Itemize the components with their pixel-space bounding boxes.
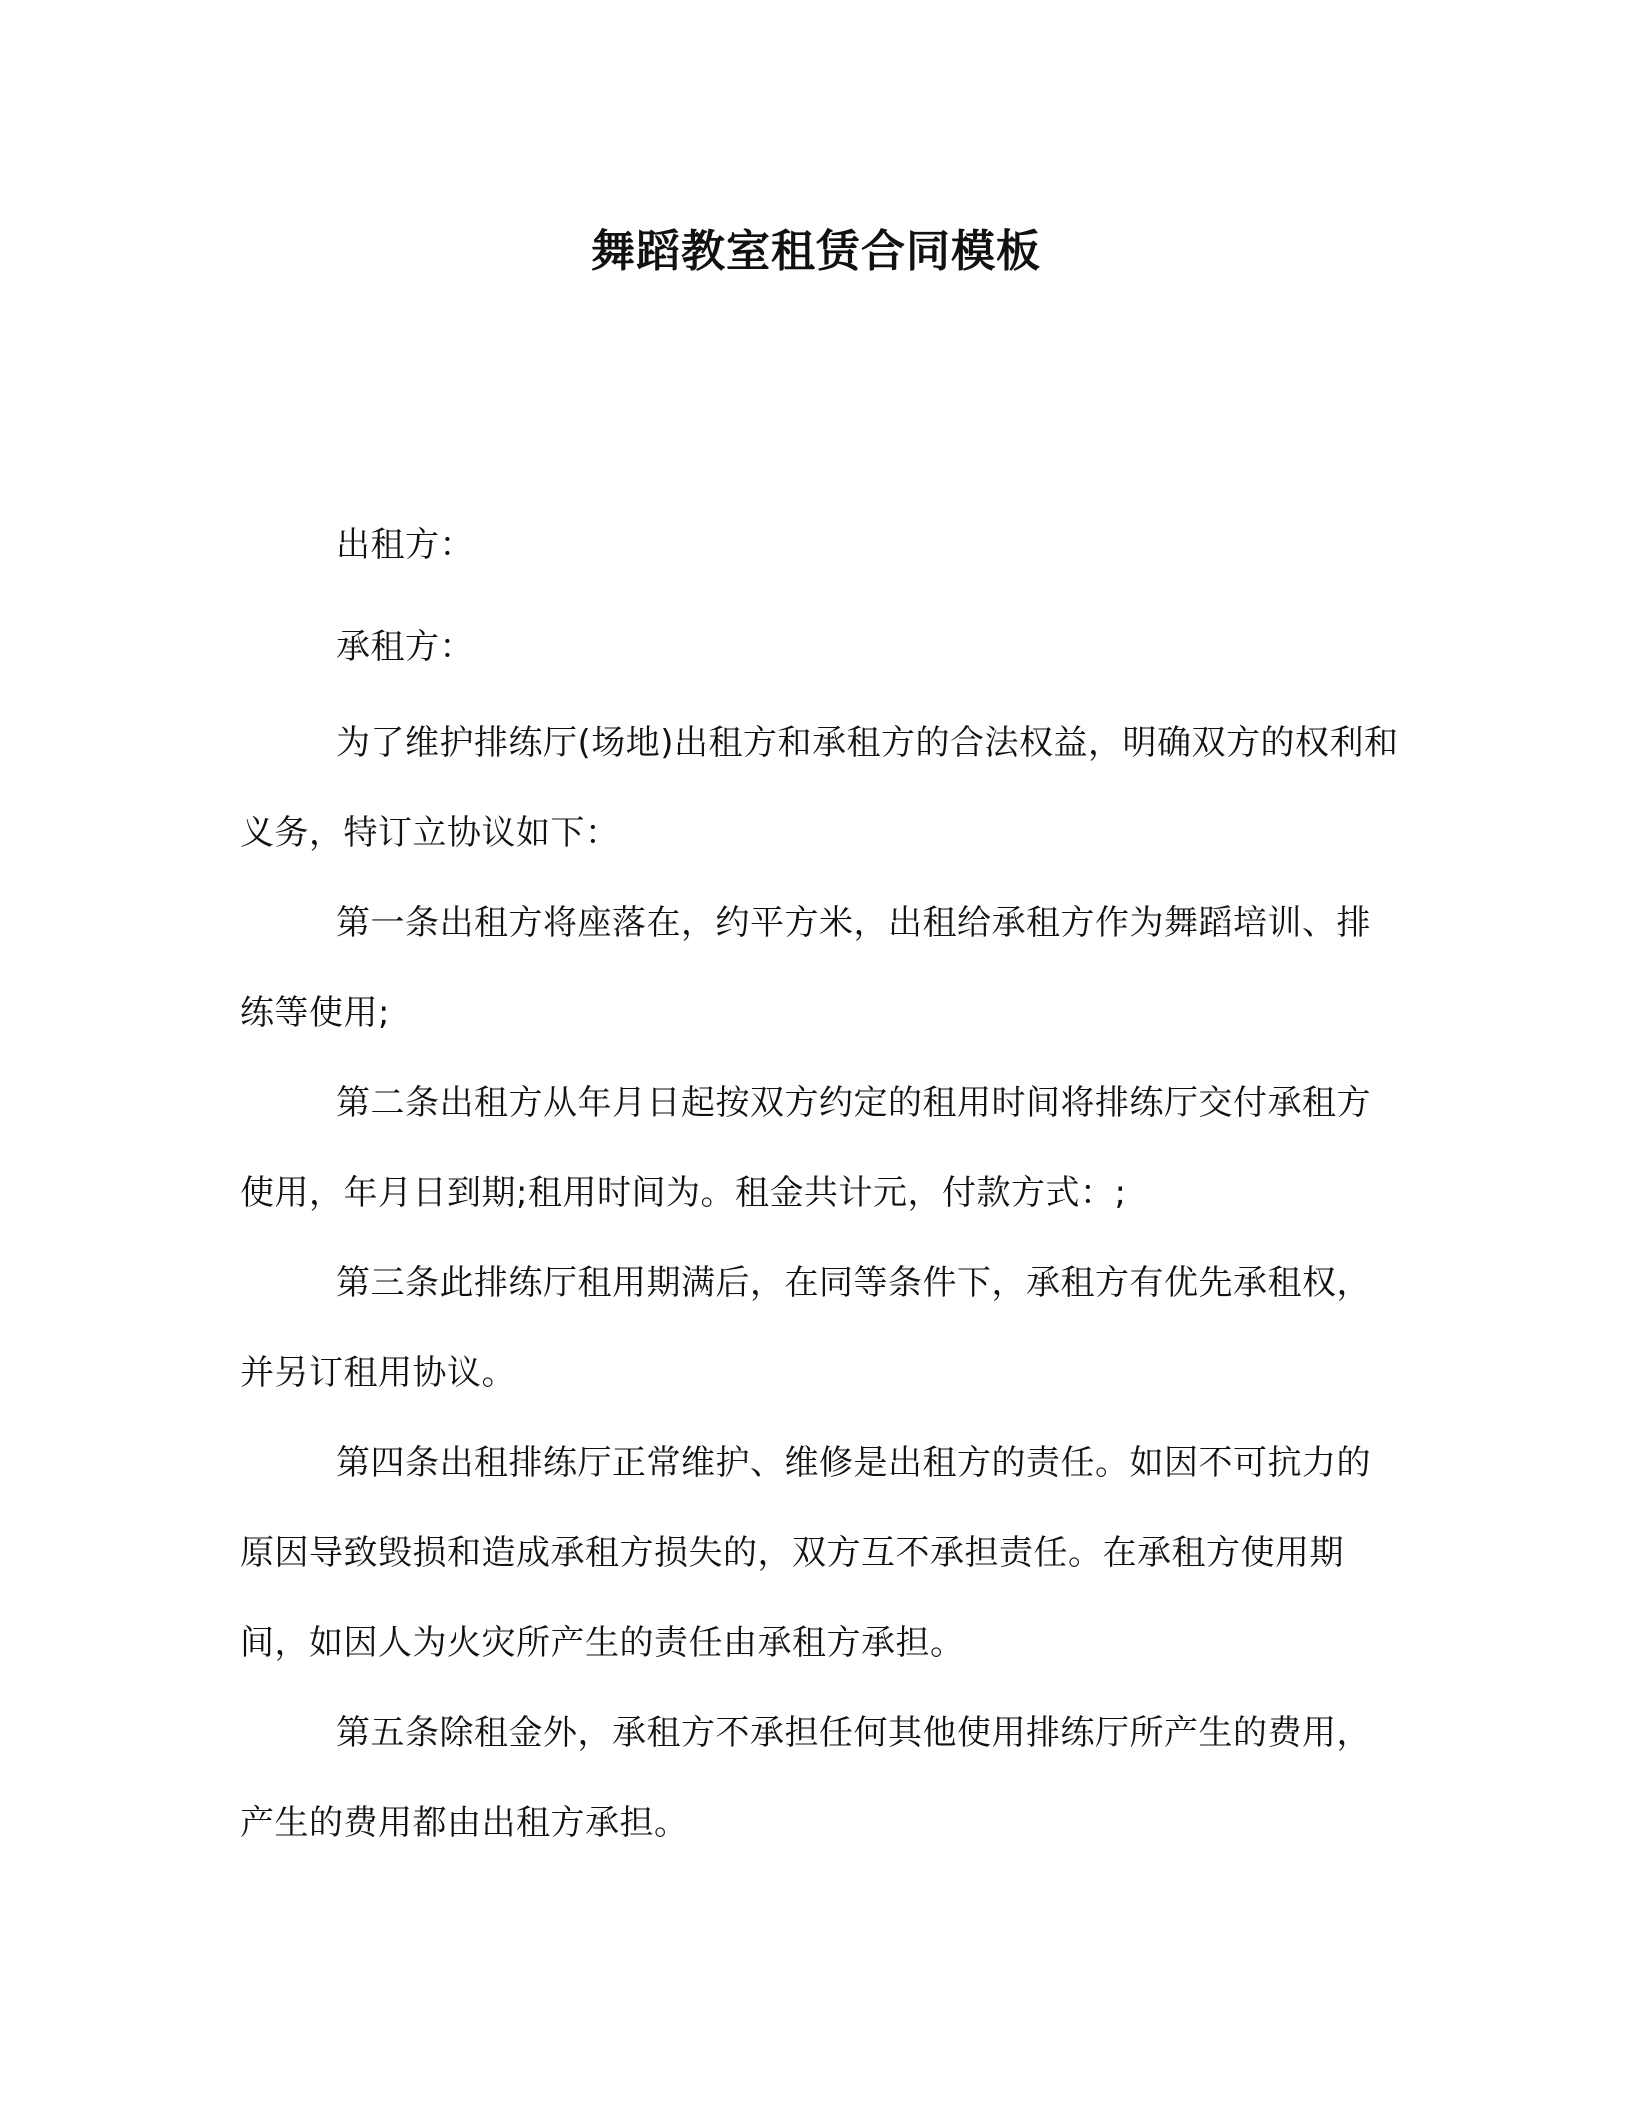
lessor-field: 出租方： bbox=[336, 525, 474, 565]
document-title: 舞蹈教室租赁合同模板 bbox=[591, 226, 1041, 277]
article-5-paragraph: 第五条除租金外，承租方不承担任何其他使用排练厅所产生的费用，产生的费用都由出租方承担。 bbox=[240, 1713, 1371, 1843]
document-body bbox=[240, 494, 1400, 1868]
lessee-field: 承租方： bbox=[336, 627, 474, 667]
article-2-paragraph: 第二条出租方从年月日起按双方约定的租用时间将排练厅交付承租方使用，年月日到期;租用时间为。租金共计元，付款方式：; bbox=[240, 1083, 1371, 1213]
article-4-paragraph: 第四条出租排练厅正常维护、维修是出租方的责任。如因不可抗力的原因导致毁损和造成承租方损失的，双方互不承担责任。在承租方使用期间，如因人为火灾所产生的责任由承租方承担。 bbox=[240, 1443, 1371, 1663]
article-1-paragraph: 第一条出租方将座落在，约平方米，出租给承租方作为舞蹈培训、排练等使用; bbox=[240, 903, 1371, 1033]
preamble-paragraph: 为了维护排练厅(场地)出租方和承租方的合法权益，明确双方的权利和义务，特订立协议如下： bbox=[240, 723, 1399, 853]
article-3-paragraph: 第三条此排练厅租用期满后，在同等条件下，承租方有优先承租权，并另订租用协议。 bbox=[240, 1263, 1371, 1393]
